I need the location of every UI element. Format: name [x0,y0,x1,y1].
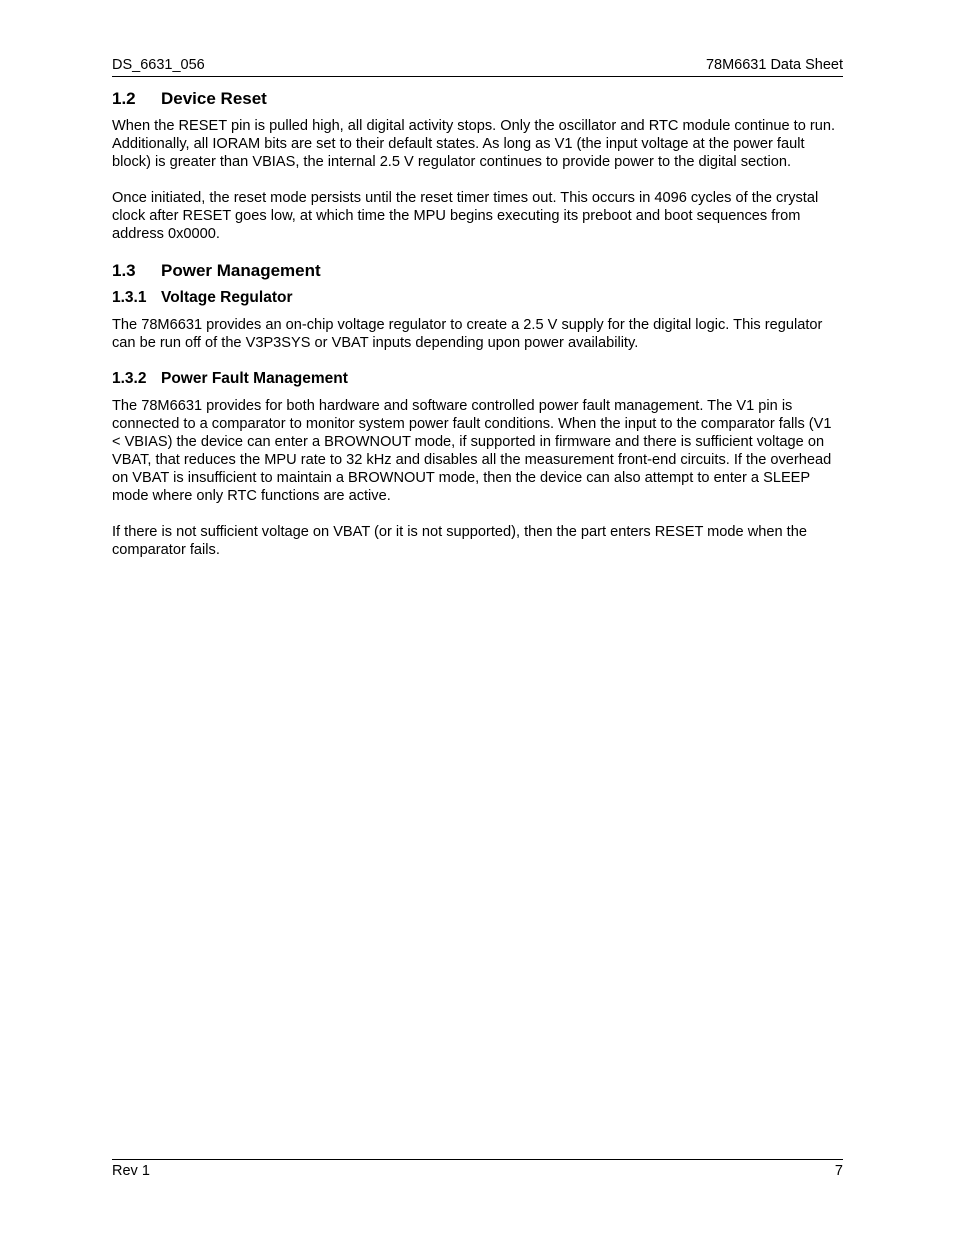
section-number: 1.2 [112,89,136,108]
page-content [112,89,844,577]
section-device-reset [112,89,844,243]
subsection-title: Voltage Regulator [161,289,293,306]
section-title: Power Management [161,261,321,280]
section-power-management [112,261,844,559]
paragraph: When the RESET pin is pulled high, all digital activity stops. Only the oscillator and RTC module continue to run. Additionally, all IORAM bits are set to their default states. As long as V1 (the input voltage at the power fault block) is greater than VBIAS, the internal 2.5 V regulator continues to provide power to the digital section. [112,118,836,170]
subsection-number: 1.3.2 [112,370,147,387]
paragraph: The 78M6631 provides for both hardware and software controlled power fault management. The V1 pin is connected to a comparator to monitor system power fault conditions. When the input to the comparator falls (V1 < VBIAS) the device can enter a BROWNOUT mode, if supported in firmware and there is sufficient voltage on VBAT, that reduces the MPU rate to 32 kHz and disables all the measurement front-end circuits. If the overhead on VBAT is insufficient to maintain a BROWNOUT mode, then the device can also attempt to enter a SLEEP mode where only RTC functions are active. [112,398,832,504]
subsection-power-fault-management [112,370,844,559]
subsection-title: Power Fault Management [161,370,348,387]
revision-label: Rev 1 [112,1163,150,1179]
subsection-heading [112,370,844,388]
section-heading [112,261,844,281]
paragraph: Once initiated, the reset mode persists until the reset timer times out. This occurs in 4096 cycles of the crystal clock after RESET goes low, at which time the MPU begins executing its preboot and boot sequences from address 0x0000. [112,190,819,242]
page-footer [112,1159,843,1182]
paragraph: The 78M6631 provides an on-chip voltage regulator to create a 2.5 V supply for the digital logic. This regulator can be run off of the V3P3SYS or VBAT inputs depending upon power availability. [112,317,823,351]
paragraph: If there is not sufficient voltage on VBAT (or it is not supported), then the part enters RESET mode when the comparator fails. [112,524,807,558]
doc-id: DS_6631_056 [112,57,205,73]
subsection-number: 1.3.1 [112,289,147,306]
page-header [112,55,843,77]
section-number: 1.3 [112,261,136,280]
section-title: Device Reset [161,89,267,108]
page-number: 7 [834,1163,843,1179]
subsection-heading [112,289,844,307]
section-heading [112,89,844,109]
subsection-voltage-regulator [112,289,844,352]
doc-title: 78M6631 Data Sheet [705,57,843,73]
